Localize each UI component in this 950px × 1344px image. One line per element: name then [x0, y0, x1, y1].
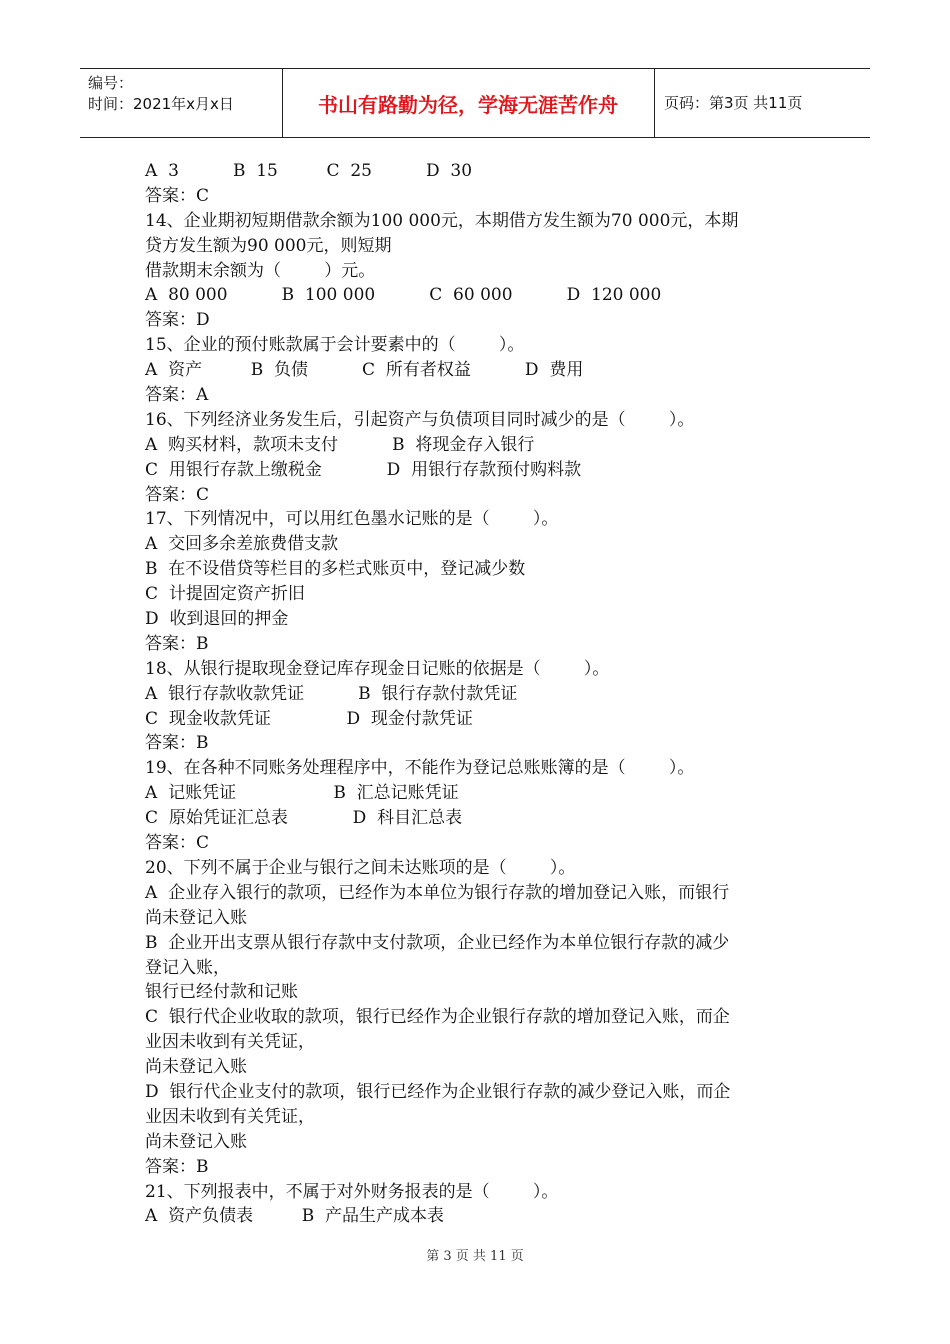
header-motto: 书山有路勤为径，学海无涯苦作舟 [318, 92, 618, 117]
text-line: 答案：B [145, 633, 209, 654]
text-line: A 3 B 15 C 25 D 30 [145, 161, 473, 181]
number-label: 编号： [88, 74, 134, 92]
text-line: 答案：D [145, 310, 210, 331]
text-line: C 原始凭证汇总表 D 科目汇总表 [145, 808, 463, 829]
text-line: 20、下列不属于企业与银行之间未达账项的是（ ）。 [145, 857, 576, 878]
header-divider [654, 69, 655, 137]
text-line: 16、下列经济业务发生后，引起资产与负债项目同时减少的是（ ）。 [145, 409, 695, 430]
text-line: C 银行代企业收取的款项，银行已经作为企业银行存款的增加登记入账，而企 [145, 1007, 730, 1028]
text-line: C 现金收款凭证 D 现金付款凭证 [145, 708, 473, 729]
text-line: B 企业开出支票从银行存款中支付款项，企业已经作为本单位银行存款的减少 [145, 932, 730, 953]
time-label: 时间：2021年x月x日 [88, 95, 234, 113]
page-header [80, 68, 870, 138]
text-line: B 在不设借贷等栏目的多栏式账页中，登记减少数 [145, 559, 526, 580]
text-line: 尚未登记入账 [145, 1131, 247, 1152]
text-line: 答案：C [145, 185, 210, 206]
text-line: A 交回多余差旅费借支款 [145, 534, 339, 555]
text-line: 答案：C [145, 833, 210, 854]
text-line: 14、企业期初短期借款余额为100 000元，本期借方发生额为70 000元，本期 [145, 210, 739, 231]
text-line: 答案：A [145, 385, 209, 406]
text-line: 答案：B [145, 1156, 209, 1177]
text-line: C 计提固定资产折旧 [145, 584, 305, 605]
text-line: 业因未收到有关凭证， [145, 1032, 315, 1053]
text-line: 尚未登记入账 [145, 907, 247, 928]
text-line: D 收到退回的押金 [145, 609, 289, 630]
text-line: D 银行代企业支付的款项，银行已经作为企业银行存款的减少登记入账，而企 [145, 1081, 731, 1102]
text-line: 贷方发生额为90 000元，则短期 [145, 235, 392, 256]
text-line: A 企业存入银行的款项，已经作为本单位为银行存款的增加登记入账，而银行 [145, 882, 730, 903]
text-line: 17、下列情况中，可以用红色墨水记账的是（ ）。 [145, 509, 559, 530]
text-line: 登记入账， [145, 957, 230, 978]
text-line: A 记账凭证 B 汇总记账凭证 [145, 783, 459, 804]
text-line: 尚未登记入账 [145, 1057, 247, 1078]
text-line: 答案：B [145, 733, 209, 754]
text-line: 21、下列报表中，不属于对外财务报表的是（ ）。 [145, 1181, 559, 1202]
header-left [88, 73, 234, 115]
text-line: 借款期末余额为（ ）元。 [145, 260, 376, 281]
text-line: 答案：C [145, 484, 210, 505]
document-body [145, 159, 825, 1229]
text-line: 业因未收到有关凭证， [145, 1106, 315, 1127]
text-line: A 购买材料，款项未支付 B 将现金存入银行 [145, 434, 535, 455]
text-line: 19、在各种不同账务处理程序中，不能作为登记总账账簿的是（ ）。 [145, 758, 695, 779]
text-line: C 用银行存款上缴税金 D 用银行存款预付购料款 [145, 459, 582, 480]
page-footer: 第 3 页 共 11 页 [426, 1249, 524, 1264]
text-line: 15、企业的预付账款属于会计要素中的（ ）。 [145, 335, 525, 356]
header-page-info: 页码：第3页 共11页 [664, 94, 803, 112]
text-line: A 80 000 B 100 000 C 60 000 D 120 000 [145, 285, 662, 306]
text-line: 银行已经付款和记账 [145, 982, 298, 1003]
text-line: 18、从银行提取现金登记库存现金日记账的依据是（ ）。 [145, 658, 610, 679]
text-line: A 资产 B 负债 C 所有者权益 D 费用 [145, 360, 584, 381]
text-line: A 资产负债表 B 产品生产成本表 [145, 1206, 445, 1227]
text-line: A 银行存款收款凭证 B 银行存款付款凭证 [145, 683, 518, 704]
